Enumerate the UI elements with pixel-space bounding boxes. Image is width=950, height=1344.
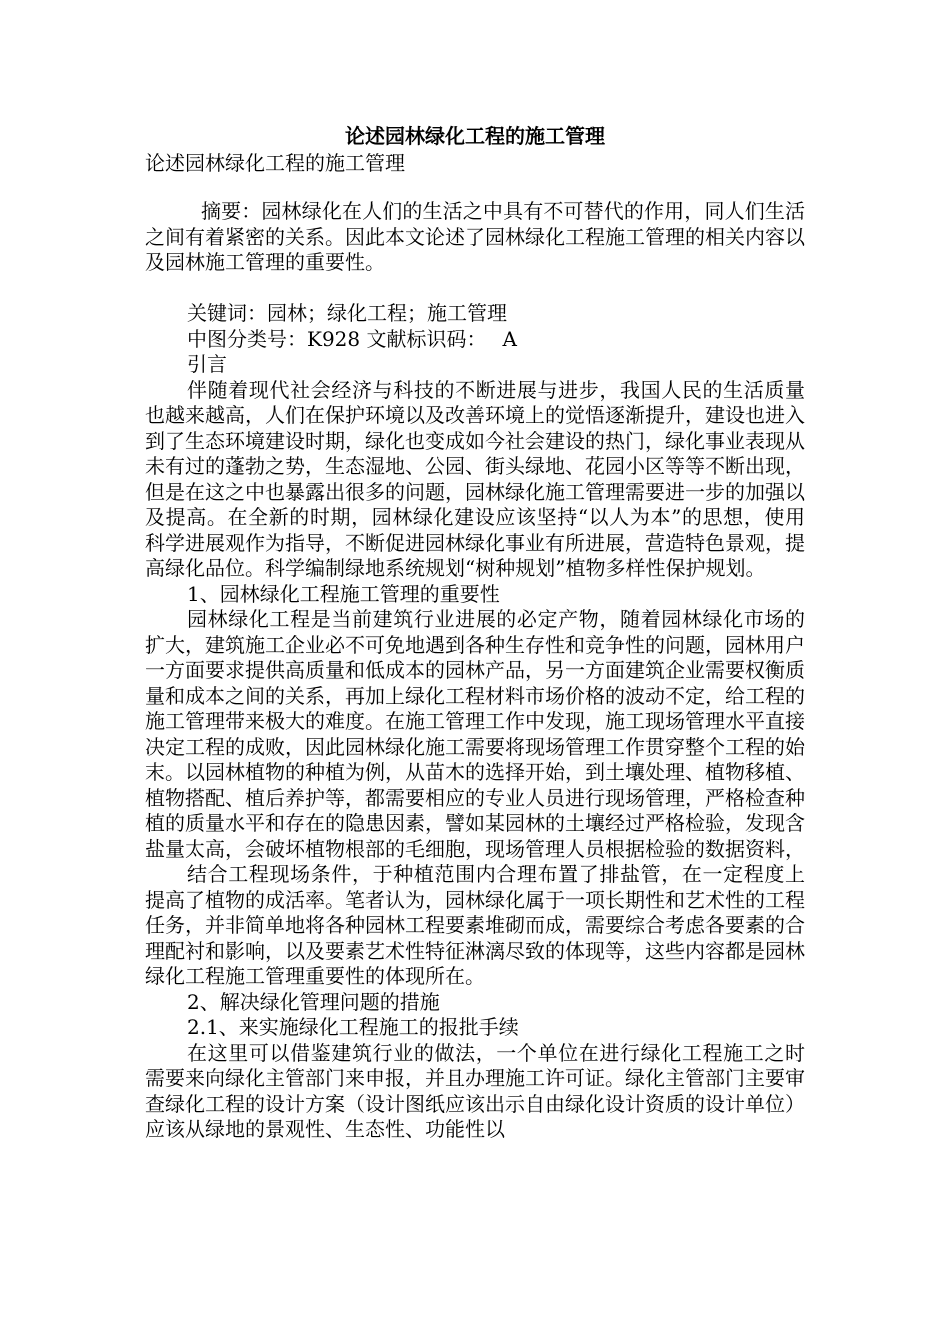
intro-heading: 引言 (187, 352, 227, 376)
intro-paragraph: 伴随着现代社会经济与科技的不断进展与进步，我国人民的生活质量也越来越高，人们在保护环境以及改善环境上的觉悟逐渐提升，建设也进入到了生态环境建设时期，绿化也变成如今社会建设的热门，绿化事业表现从未有过的蓬勃之势，生态湿地、公园、街头绿地、花园小区等等不断出现，但是在这之中也暴露出很多的问题，园林绿化施工管理需要进一步的加强以及提高。在全新的时期，园林绿化建设应该坚持“以人为本”的思想，使用科学进展观作为指导，不断促进园林绿化事业有所进展，营造特色景观，提高绿化品位。科学编制绿地系统规划“树种规划”植物多样性保护规划。 (145, 377, 805, 580)
classification-line (145, 327, 805, 353)
document-code: A (502, 326, 517, 351)
abstract-paragraph: 摘要：园林绿化在人们的生活之中具有不可替代的作用，同人们生活之间有着紧密的关系。因此本文论述了园林绿化工程施工管理的相关内容以及园林施工管理的重要性。 (145, 199, 805, 274)
document-title: 论述园林绿化工程的施工管理 (345, 124, 605, 148)
classification-label: 中图分类号：K928 文献标识码： (187, 326, 487, 351)
spacer (145, 276, 805, 302)
section-1-paragraph-2: 结合工程现场条件，于种植范围内合理布置了排盐管，在一定程度上提高了植物的成活率。笔者认为，园林绿化属于一项长期性和艺术性的工程任务，并非简单地将各种园林工程要素堆砌而成，需要综合考虑各要素的合理配衬和影响，以及要素艺术性特征淋漓尽致的体现等，这些内容都是园林绿化工程施工管理重要性的体现所在。 (145, 862, 805, 988)
section-1-paragraph-1: 园林绿化工程是当前建筑行业进展的必定产物，随着园林绿化市场的扩大，建筑施工企业必不可免地遇到各种生存性和竞争性的问题，园林用户一方面要求提供高质量和低成本的园林产品，另一方面建筑企业需要权衡质量和成本之间的关系，再加上绿化工程材料市场价格的波动不定，给工程的施工管理带来极大的难度。在施工管理工作中发现，施工现场管理水平直接决定工程的成败，因此园林绿化施工需要将现场管理工作贯穿整个工程的始末。以园林植物的种植为例，从苗木的选择开始，到土壤处理、植物移植、植物搭配、植后养护等，都需要相应的专业人员进行现场管理，严格检查种植的质量水平和存在的隐患因素，譬如某园林的土壤经过严格检验，发现含盐量太高，会破坏植物根部的毛细胞，现场管理人员根据检验的数据资料， (145, 607, 805, 861)
document-body (145, 199, 805, 1143)
section-2-1-paragraph: 在这里可以借鉴建筑行业的做法，一个单位在进行绿化工程施工之时需要来向绿化主管部门来申报，并且办理施工许可证。绿化主管部门主要审查绿化工程的设计方案（设计图纸应该出示自由绿化设计资质的设计单位）应该从绿地的景观性、生态性、功能性以 (145, 1040, 805, 1141)
keywords-line: 关键词：园林；绿化工程；施工管理 (187, 301, 507, 325)
section-heading-2: 2、解决绿化管理问题的措施 (187, 989, 440, 1014)
section-heading-2-1: 2.1、来实施绿化工程施工的报批手续 (187, 1015, 519, 1039)
document-subtitle: 论述园林绿化工程的施工管理 (145, 151, 405, 175)
section-heading-1: 1、园林绿化工程施工管理的重要性 (187, 581, 500, 606)
